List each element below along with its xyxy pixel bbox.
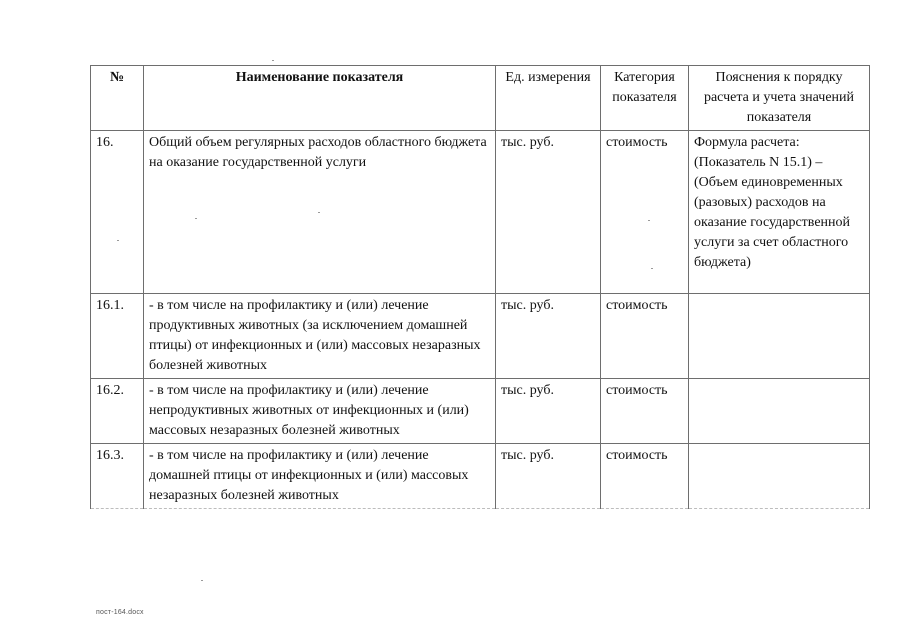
row-category: стоимость [601, 131, 689, 294]
table-row [91, 444, 870, 509]
header-unit: Ед. измерения [496, 66, 601, 131]
row-number: 16.3. [91, 444, 144, 509]
row-explanation [689, 294, 870, 379]
row-explanation [689, 379, 870, 444]
header-number: № [91, 66, 144, 131]
row-unit: тыс. руб. [496, 131, 601, 294]
row-explanation: Формула расчета: (Показатель N 15.1) – (Объем единовременных (разовых) расходов на оказание государственной услуги за счет областного бюджета) [689, 131, 870, 294]
row-number: 16.1. [91, 294, 144, 379]
row-unit: тыс. руб. [496, 444, 601, 509]
row-category: стоимость [601, 379, 689, 444]
table-row [91, 294, 870, 379]
row-unit: тыс. руб. [496, 294, 601, 379]
row-name: Общий объем регулярных расходов областного бюджета на оказание государственной услуги [144, 131, 496, 294]
row-name: - в том числе на профилактику и (или) лечение домашней птицы от инфекционных и (или) массовых незаразных болезней животных [144, 444, 496, 509]
scan-speck [117, 240, 119, 241]
row-category: стоимость [601, 294, 689, 379]
table-row [91, 379, 870, 444]
row-name: - в том числе на профилактику и (или) лечение непродуктивных животных от инфекционных и (или) массовых незаразных болезней животных [144, 379, 496, 444]
header-category: Категория показателя [601, 66, 689, 131]
scan-speck [651, 268, 653, 269]
table-header-row [91, 66, 870, 131]
header-name: Наименование показателя [144, 66, 496, 131]
footer-filename: пост-164.docx [96, 609, 144, 616]
scan-speck [201, 580, 203, 581]
row-explanation [689, 444, 870, 509]
scan-speck [318, 212, 320, 213]
row-name: - в том числе на профилактику и (или) лечение продуктивных животных (за исключением домашней птицы) от инфекционных и (или) массовых незаразных болезней животных [144, 294, 496, 379]
row-number: 16. [91, 131, 144, 294]
scan-speck [272, 60, 274, 61]
scan-speck [195, 218, 197, 219]
header-explanation: Пояснения к порядку расчета и учета значений показателя [689, 66, 870, 131]
indicators-table [90, 65, 870, 509]
row-unit: тыс. руб. [496, 379, 601, 444]
table-row [91, 131, 870, 294]
row-number: 16.2. [91, 379, 144, 444]
scan-speck [648, 220, 650, 221]
row-category: стоимость [601, 444, 689, 509]
